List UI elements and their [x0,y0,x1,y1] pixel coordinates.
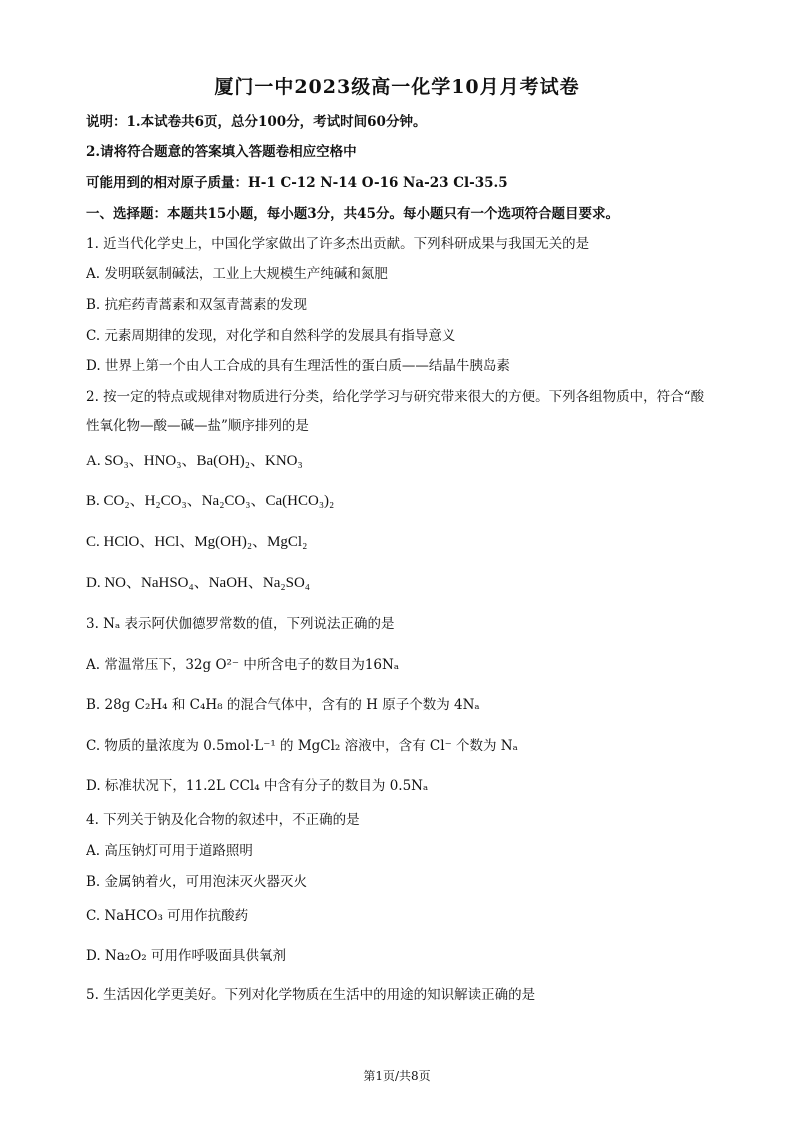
note-2: 2.请将符合题意的答案填入答题卷相应空格中 [86,144,357,160]
atomic-mass-note: 可能用到的相对原子质量：H-1 C-12 N-14 O-16 Na-23 Cl-35.5 [86,175,508,191]
question-3-option-d: D. 标准状况下，11.2L CCl₄ 中含有分子的数目为 0.5Nₐ [86,778,429,794]
question-2-option-b: B. CO₂、H₂CO₃、Na₂CO₃、Ca(HCO₃)₂ [86,493,335,509]
question-2-option-c: C. HClO、HCl、Mg(OH)₂、MgCl₂ [86,534,308,550]
question-2-stem-line1: 2. 按一定的特点或规律对物质进行分类，给化学学习与研究带来很大的方便。下列各组物质中，符合“酸 [86,389,705,405]
question-2-option-a: A. SO₃、HNO₃、Ba(OH)₂、KNO₃ [86,453,303,469]
note-1: 说明：1.本试卷共6页，总分100分，考试时间60分钟。 [86,114,427,130]
question-4-stem: 4. 下列关于钠及化合物的叙述中，不正确的是 [86,812,360,828]
question-4-option-b: B. 金属钠着火，可用泡沫灭火器灭火 [86,874,308,890]
question-3-stem: 3. Nₐ 表示阿伏伽德罗常数的值，下列说法正确的是 [86,616,395,632]
question-3-option-b: B. 28g C₂H₄ 和 C₄H₈ 的混合气体中，含有的 H 原子个数为 4Nₐ [86,697,480,713]
question-2-option-d: D. NO、NaHSO₄、NaOH、Na₂SO₄ [86,575,311,591]
page-footer: 第1页/共8页 [363,1069,431,1083]
question-3-option-c: C. 物质的量浓度为 0.5mol·L⁻¹ 的 MgCl₂ 溶液中，含有 Cl⁻ 个数为 Nₐ [86,738,518,754]
question-1-option-c: C. 元素周期律的发现，对化学和自然科学的发展具有指导意义 [86,328,456,344]
section-heading: 一、选择题：本题共15小题，每小题3分，共45分。每小题只有一个选项符合题目要求。 [86,206,619,222]
question-1-option-a: A. 发明联氨制碱法，工业上大规模生产纯碱和氮肥 [86,266,388,282]
question-1-option-b: B. 抗疟药青蒿素和双氢青蒿素的发现 [86,297,308,313]
question-4-option-d: D. Na₂O₂ 可用作呼吸面具供氧剂 [86,948,286,964]
question-2-stem-line2: 性氧化物—酸—碱—盐”顺序排列的是 [86,418,309,434]
question-4-option-a: A. 高压钠灯可用于道路照明 [86,843,253,859]
question-1-stem: 1. 近当代化学史上，中国化学家做出了许多杰出贡献。下列科研成果与我国无关的是 [86,236,590,252]
question-4-option-c: C. NaHCO₃ 可用作抗酸药 [86,908,249,924]
question-1-option-d: D. 世界上第一个由人工合成的具有生理活性的蛋白质——结晶牛胰岛素 [86,358,510,374]
question-5-stem: 5. 生活因化学更美好。下列对化学物质在生活中的用途的知识解读正确的是 [86,987,536,1003]
exam-title: 厦门一中2023级高一化学10月月考试卷 [214,76,580,98]
question-3-option-a: A. 常温常压下，32g O²⁻ 中所含电子的数目为16Nₐ [86,657,400,673]
